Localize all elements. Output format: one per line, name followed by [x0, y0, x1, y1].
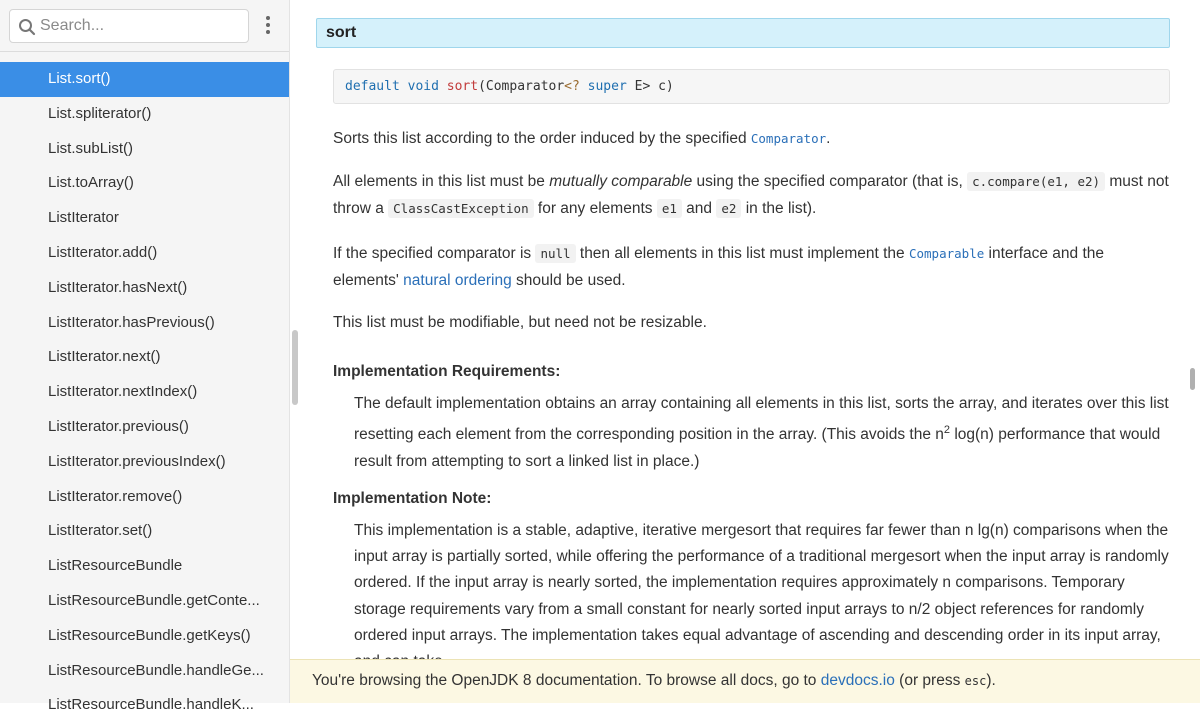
inline-code-compare: c.compare(e1, e2): [967, 172, 1105, 191]
search-icon: [18, 18, 36, 36]
sig-param-type: (Comparator: [478, 79, 565, 94]
sidebar-item-listresourcebundle[interactable]: ListResourceBundle: [48, 557, 183, 575]
sidebar-item-listresourcebundle-handlegetobject[interactable]: ListResourceBundle.handleGe...: [48, 661, 264, 679]
devdocs-link[interactable]: devdocs.io: [820, 672, 895, 689]
sig-return-type: void: [407, 79, 439, 94]
sidebar-item-listiterator-previousindex[interactable]: ListIterator.previousIndex(): [48, 452, 226, 470]
description-paragraph-4: This list must be modifiable, but need not be resizable.: [333, 314, 707, 331]
sidebar-item-listiterator-next[interactable]: ListIterator.next(): [48, 348, 161, 366]
implementation-note-body: This implementation is a stable, adaptive, iterative mergesort that requires far fewer than n lg(n) comparisons when the input array is partially sorted, while offering the performance of a traditional mergesort when the input array is randomly ordered. If the input array is nearly sorted, the implementation requires approximately n comparisons. Temporary storage requirements vary from a small constant for nearly sorted input arrays to n/2 object references for randomly ordered input arrays. The implementation takes equal advantage of ascending and descending order in its input array,: [354, 522, 1169, 644]
implementation-requirements-heading: Implementation Requirements:: [333, 363, 561, 380]
sig-method-name: sort: [446, 79, 479, 94]
sig-super-keyword: super: [587, 79, 627, 94]
method-header: sort: [316, 18, 1170, 48]
sidebar-item-list-toarray[interactable]: List.toArray(): [48, 174, 134, 192]
sig-param-rest: E> c): [634, 79, 674, 94]
implementation-note-heading: Implementation Note:: [333, 490, 492, 507]
docs-notice-banner: You're browsing the OpenJDK 8 documentation. To browse all docs, go to devdocs.io (or press esc).: [290, 659, 1200, 703]
sidebar-item-listresourcebundle-getcontents[interactable]: ListResourceBundle.getConte...: [48, 591, 260, 609]
mutually-comparable-emphasis: mutually comparable: [549, 173, 693, 190]
content-scrollbar[interactable]: [1190, 368, 1195, 390]
esc-key-hint: esc: [964, 674, 987, 688]
sidebar: [0, 0, 290, 714]
sidebar-item-listiterator-add[interactable]: ListIterator.add(): [48, 243, 158, 261]
sidebar-scrollbar[interactable]: [292, 330, 298, 405]
sig-wildcard: <?: [564, 79, 580, 94]
more-menu-icon[interactable]: [260, 14, 276, 38]
sig-modifier-default: default: [345, 79, 400, 94]
sidebar-item-listiterator-hasprevious[interactable]: ListIterator.hasPrevious(): [48, 313, 215, 331]
natural-ordering-link[interactable]: natural ordering: [403, 272, 512, 289]
inline-code-e1: e1: [657, 199, 682, 218]
comparable-link[interactable]: Comparable: [908, 246, 985, 261]
sidebar-item-list-sublist[interactable]: List.subList(): [48, 139, 134, 157]
sidebar-item-listiterator-set[interactable]: ListIterator.set(): [48, 522, 153, 540]
sidebar-entries: [0, 62, 289, 723]
inline-code-classcastexception: ClassCastException: [388, 199, 533, 218]
inline-code-null: null: [535, 244, 575, 263]
sidebar-item-listiterator[interactable]: ListIterator: [48, 209, 119, 227]
sidebar-item-listiterator-remove[interactable]: ListIterator.remove(): [48, 487, 183, 505]
sidebar-item-listiterator-hasnext[interactable]: ListIterator.hasNext(): [48, 278, 188, 296]
sidebar-item-listiterator-nextindex[interactable]: ListIterator.nextIndex(): [48, 383, 198, 401]
description-paragraph-2: All elements in this list must be mutually comparable using the specified comparator (that is, c.compare(e1, e2) must not throw a ClassCastException for any elements e1 and e2 in the list).: [333, 173, 1169, 217]
method-signature: [333, 69, 1170, 104]
description-paragraph-3: If the specified comparator is null then all elements in this list must implement the Comparable interface and the elements' natural ordering should be used.: [333, 245, 1105, 289]
search-box[interactable]: [9, 9, 249, 43]
sidebar-item-list-spliterator[interactable]: List.spliterator(): [48, 104, 152, 122]
doc-content: [299, 0, 1200, 703]
description-paragraph-1: Sorts this list according to the order induced by the specified Comparator.: [333, 130, 831, 147]
sidebar-item-list-sort[interactable]: List.sort(): [0, 62, 289, 97]
sidebar-item-listiterator-previous[interactable]: ListIterator.previous(): [48, 417, 189, 435]
search-bar: [0, 0, 289, 52]
search-input[interactable]: [40, 10, 240, 42]
inline-code-e2: e2: [716, 199, 741, 218]
comparator-link[interactable]: Comparator: [750, 131, 827, 146]
sidebar-item-listresourcebundle-handlekeyset[interactable]: ListResourceBundle.handleK...: [48, 696, 254, 714]
implementation-requirements-body: The default implementation obtains an array containing all elements in this list, sorts the array, and iterates over this list resetting each element from the corresponding position in the array. (This avoids the $n^2$ log(n) performance that would result from attempting to sort a linked list in place.): [354, 395, 1169, 471]
sidebar-item-listresourcebundle-getkeys[interactable]: ListResourceBundle.getKeys(): [48, 626, 251, 644]
